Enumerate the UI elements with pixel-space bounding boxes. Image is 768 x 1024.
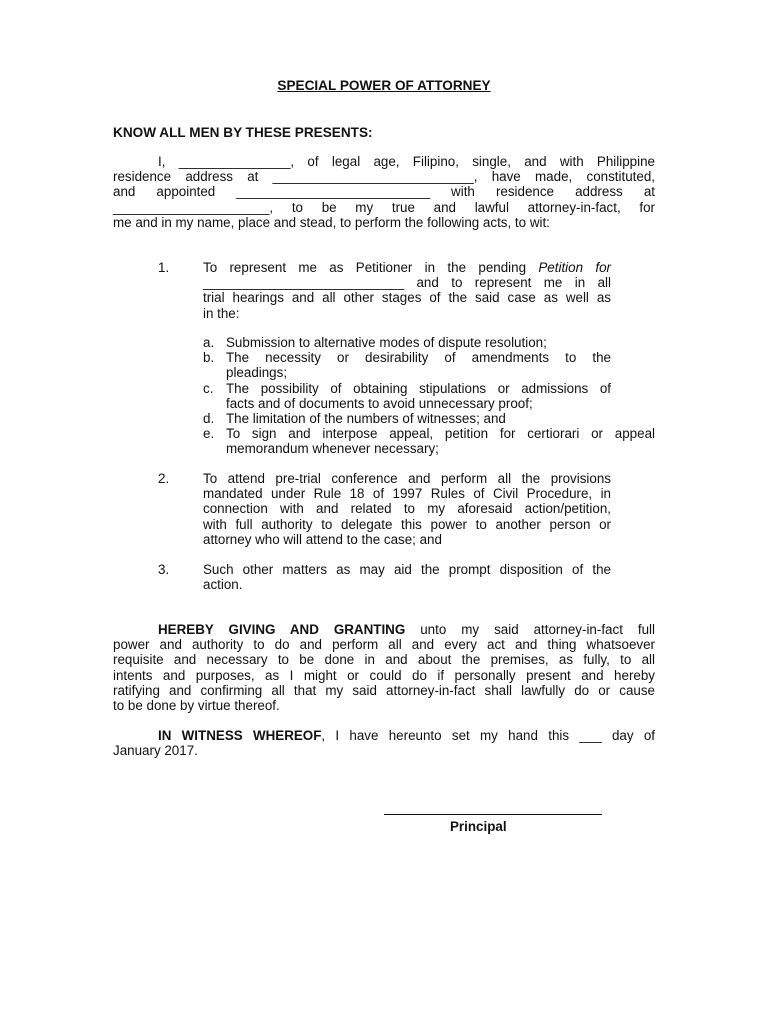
intro-line: and appointed __________________________ with residence address at — [113, 184, 655, 200]
item-2-text — [203, 471, 611, 547]
list-item — [203, 335, 611, 350]
subitem-list — [203, 335, 655, 457]
petition-italic: Petition for — [538, 260, 611, 275]
item-line — [203, 260, 611, 275]
salutation-heading: KNOW ALL MEN BY THESE PRESENTS: — [113, 125, 373, 140]
signature-line — [384, 814, 602, 815]
item-line: Such other matters as may aid the prompt disposition of the — [203, 562, 611, 577]
subitem-letter: d. — [203, 411, 215, 427]
intro-line: _____________________, to be my true and lawful attorney-in-fact, for — [113, 199, 655, 215]
item-number: 1. — [158, 260, 170, 275]
granting-line: intents and purposes, as I might or could do if personally present and hereby — [113, 667, 655, 683]
item-line: in the: — [203, 305, 240, 321]
subitem-line: The possibility of obtaining stipulations or admissions of — [226, 380, 611, 396]
granting-rest: unto my said attorney-in-fact full — [405, 622, 655, 637]
subitem-letter: a. — [203, 335, 215, 350]
witness-line: January 2017. — [113, 743, 198, 759]
intro-line: me and in my name, place and stead, to perform the following acts, to wit: — [113, 214, 550, 230]
list-item — [203, 426, 655, 457]
subitem-line: The necessity or desirability of amendments to the — [226, 350, 611, 366]
witness-paragraph — [113, 728, 655, 758]
item-line: action. — [203, 577, 243, 593]
granting-line: power and authority to do and perform all and every act and thing whatsoever — [113, 637, 655, 653]
granting-line — [113, 622, 655, 637]
intro-line: I, _______________, of legal age, Filipino, single, and with Philippine — [158, 154, 655, 169]
granting-line: ratifying and confirming all that my said attorney-in-fact shall lawfully do or cause — [113, 682, 655, 698]
item-line: attorney who will attend to the case; and — [203, 531, 442, 547]
witness-line — [113, 728, 655, 743]
item-3-text — [203, 562, 611, 592]
document-title: SPECIAL POWER OF ATTORNEY — [277, 78, 491, 93]
item-line: trial hearings and all other stages of the said case as well as — [203, 290, 611, 306]
item-line: mandated under Rule 18 of 1997 Rules of Civil Procedure, in — [203, 486, 611, 502]
intro-line: residence address at ___________________________, have made, constituted, — [113, 169, 655, 185]
item-number: 2. — [158, 471, 170, 486]
granting-line: requisite and necessary to be done in and about the premises, as fully, to all — [113, 652, 655, 668]
subitem-letter: c. — [203, 380, 214, 396]
granting-paragraph — [113, 622, 655, 713]
item-number: 3. — [158, 562, 170, 577]
intro-paragraph — [113, 154, 655, 230]
item-line: with full authority to delegate this power to another person or — [203, 516, 611, 532]
subitem-line: The limitation of the numbers of witnesses; and — [226, 411, 506, 427]
item-line-text: To represent me as Petitioner in the pending — [203, 260, 539, 275]
subitem-line: To sign and interpose appeal, petition for certiorari or appeal — [226, 426, 655, 442]
subitem-line: memorandum whenever necessary; — [226, 441, 439, 457]
granting-bold: HEREBY GIVING AND GRANTING — [158, 622, 406, 637]
witness-bold: IN WITNESS WHEREOF — [158, 728, 322, 743]
list-item — [203, 381, 611, 411]
item-line: ___________________________ and to represent me in all — [203, 275, 611, 291]
list-item — [203, 350, 611, 380]
item-line: To attend pre-trial conference and perform all the provisions — [203, 471, 611, 486]
item-line: connection with and related to my aforesaid action/petition, — [203, 501, 611, 517]
signature-label: Principal — [450, 819, 507, 834]
subitem-line: pleadings; — [226, 365, 288, 381]
witness-rest: , I have hereunto set my hand this ___ day of — [321, 728, 656, 743]
subitem-letter: b. — [203, 350, 215, 366]
subitem-letter: e. — [203, 426, 215, 442]
item-1-text — [203, 260, 611, 321]
subitem-line: Submission to alternative modes of dispute resolution; — [226, 335, 547, 350]
list-item — [203, 411, 611, 426]
granting-line: to be done by virtue thereof. — [113, 698, 280, 714]
subitem-line: facts and of documents to avoid unnecessary proof; — [226, 395, 533, 411]
